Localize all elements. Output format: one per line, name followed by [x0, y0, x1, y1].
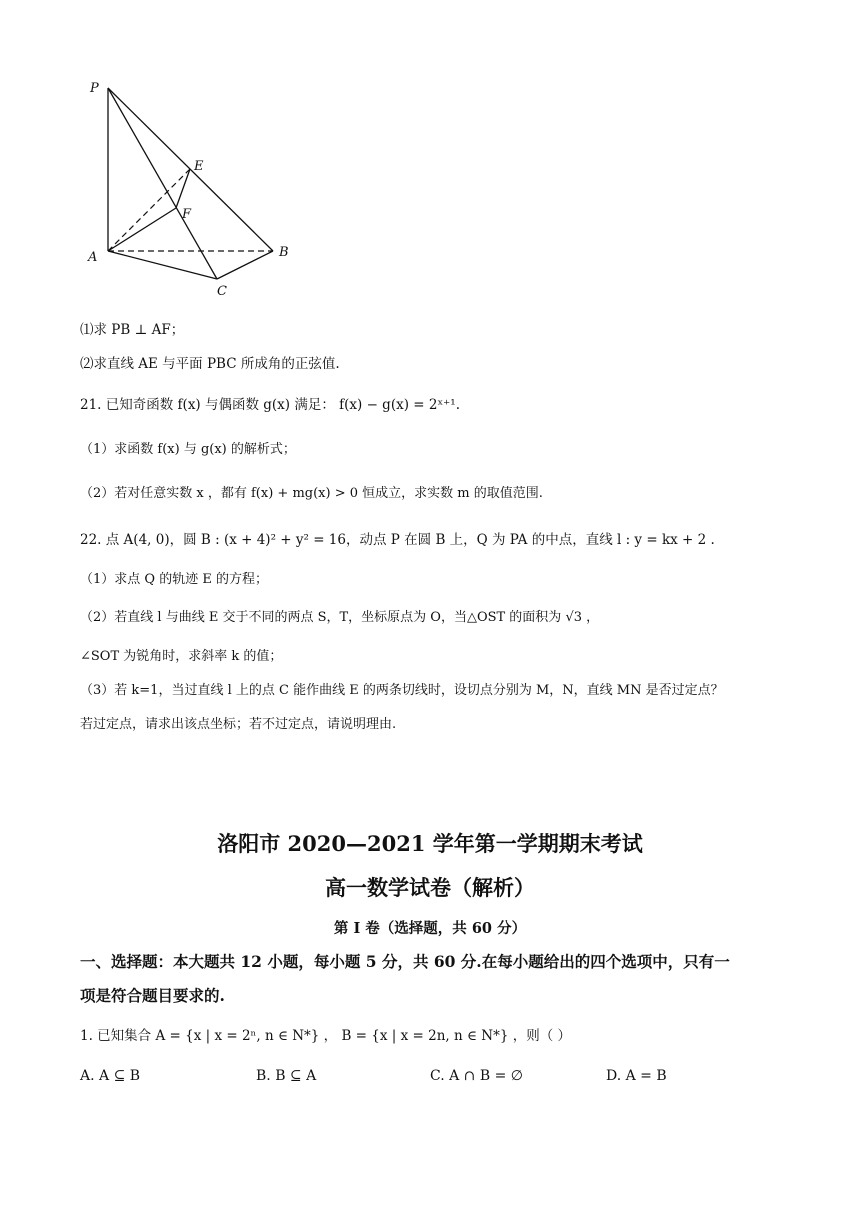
segment-FE — [176, 169, 190, 208]
tetrahedron-figure — [80, 72, 300, 304]
q1-option-a: A. A ⊆ B — [80, 1068, 141, 1084]
q20-part2: ⑵求直线 AE 与平面 PBC 所成角的正弦值. — [80, 356, 340, 372]
label-F: F — [182, 207, 192, 222]
q1-options — [80, 1068, 780, 1092]
edge-PC — [108, 88, 217, 279]
q22-part2a: （2）若直线 l 与曲线 E 交于不同的两点 S，T，坐标原点为 O，当△OST 的面积为 √3 ， — [80, 610, 600, 625]
segment-AF — [108, 208, 176, 251]
q1-option-d: D. A = B — [606, 1068, 667, 1084]
section-instructions-line1: 一、选择题：本大题共 12 小题，每小题 5 分，共 60 分.在每小题给出的四个选项中，只有一 — [80, 952, 730, 971]
q1-option-b: B. B ⊆ A — [256, 1068, 317, 1084]
q21-stem: 21. 已知奇函数 f(x) 与偶函数 g(x) 满足： f(x) − g(x) = 2ˣ⁺¹. — [80, 397, 461, 413]
q1-stem: 1. 已知集合 A = {x | x = 2ⁿ, n ∈ N*} ， B = {x | x = 2n, n ∈ N*} ，则（ ） — [80, 1028, 571, 1044]
tetrahedron-diagram — [80, 72, 300, 304]
q1-option-c: C. A ∩ B = ∅ — [430, 1068, 523, 1084]
label-A: A — [88, 250, 98, 265]
q22-part3a: （3）若 k=1，当过直线 l 上的点 C 能作曲线 E 的两条切线时，设切点分别为 M，N，直线 MN 是否过定点？ — [80, 683, 724, 698]
edge-AC — [108, 251, 217, 279]
label-P: P — [90, 81, 99, 96]
exam-title: 洛阳市 2020—2021 学年第一学期期末考试 — [217, 831, 643, 856]
section-instructions-line2: 项是符合题目要求的. — [80, 986, 225, 1005]
exam-volume-heading: 第 Ⅰ 卷（选择题，共 60 分） — [333, 920, 527, 937]
q22-part2b: ∠SOT 为锐角时，求斜率 k 的值； — [80, 649, 283, 664]
label-E: E — [194, 159, 204, 174]
exam-subtitle: 高一数学试卷（解析） — [325, 875, 535, 900]
q22-stem: 22. 点 A(4, 0)，圆 B : (x + 4)² + y² = 16，动点 P 在圆 B 上，Q 为 PA 的中点，直线 l : y = kx + 2 . — [80, 532, 715, 548]
q22-part3b: 若过定点，请求出该点坐标；若不过定点，请说明理由. — [80, 717, 397, 732]
label-B: B — [279, 245, 289, 260]
q20-part1: ⑴求 PB ⊥ AF； — [80, 322, 185, 338]
q22-part1: （1）求点 Q 的轨迹 E 的方程； — [80, 572, 268, 587]
q21-part2: （2）若对任意实数 x ，都有 f(x) + mg(x) > 0 恒成立，求实数 m 的取值范围. — [80, 486, 543, 501]
label-C: C — [217, 284, 227, 299]
edge-CB — [217, 251, 273, 279]
q21-part1: （1）求函数 f(x) 与 g(x) 的解析式； — [80, 442, 296, 457]
